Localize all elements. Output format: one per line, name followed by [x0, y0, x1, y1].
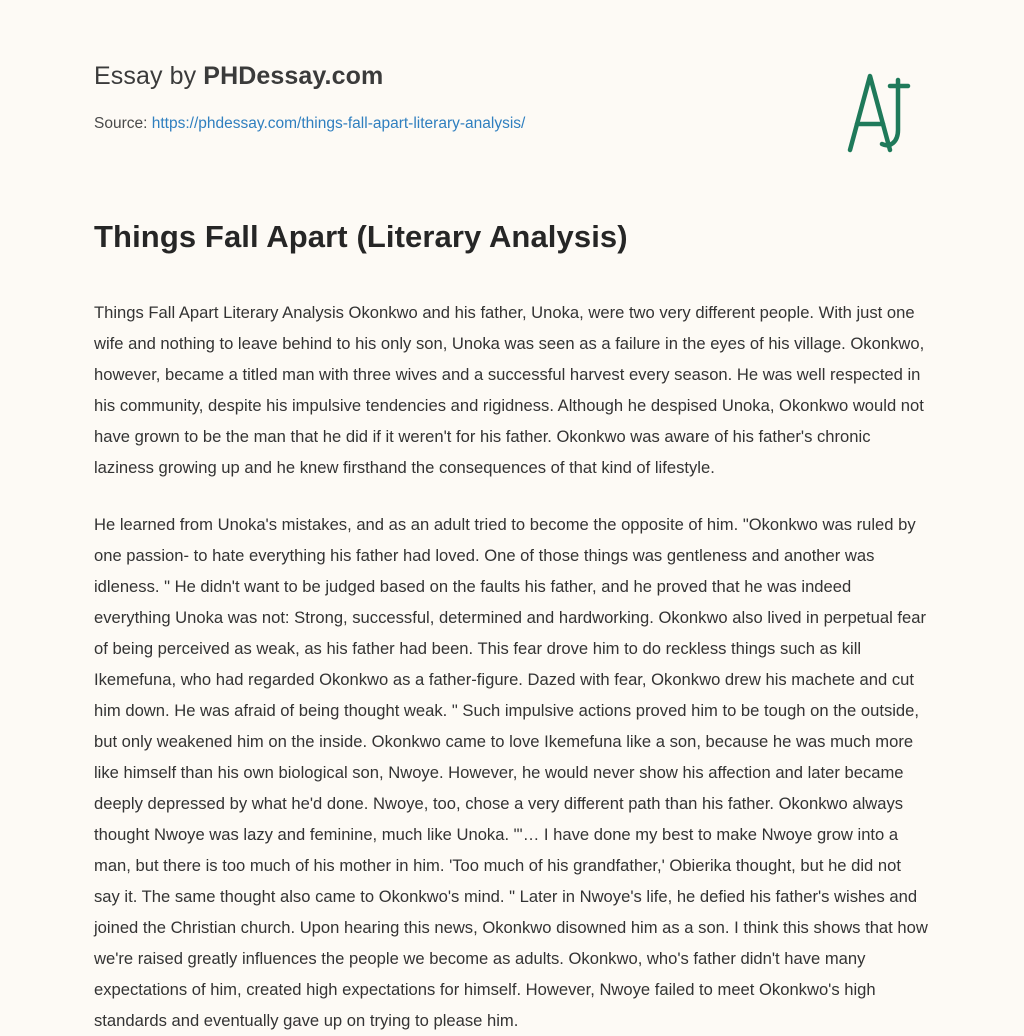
brand-site-label: PHDessay.com — [203, 62, 384, 90]
phdessay-monogram-icon — [810, 60, 930, 160]
article-paragraph: Things Fall Apart Literary Analysis Okonkwo and his father, Unoka, were two very different people. With just one wife and nothing to leave behind to his only son, Unoka was seen as a failure in the eyes of his village. Okonkwo, however, became a titled man with three wives and a successful harvest every season. He was well respected in his community, despite his impulsive tendencies and rigidness. Although he despised Unoka, Okonkwo would not have grown to be the man that he did if it weren't for his father. Okonkwo was aware of his father's chronic laziness growing up and he knew firsthand the consequences of that kind of lifestyle. — [94, 303, 925, 477]
page-header — [94, 0, 930, 133]
source-line — [94, 115, 930, 133]
brand-essay-label: Essay — [94, 62, 163, 90]
brand-by-label: by — [162, 62, 204, 90]
source-url-link[interactable]: https://phdessay.com/things-fall-apart-literary-analysis/ — [151, 115, 526, 132]
page-title: Things Fall Apart (Literary Analysis) — [94, 219, 628, 254]
source-label: Source: — [94, 115, 152, 132]
article-body — [94, 297, 930, 1036]
brand-title — [94, 62, 930, 91]
article-paragraph: He learned from Unoka's mistakes, and as an adult tried to become the opposite of him. "Okonkwo was ruled by one passion- to hate everything his father had loved. One of those things was gentleness and another was idleness. " He didn't want to be judged based on the faults his father, and he proved that he was indeed everything Unoka was not: Strong, successful, determined and hardworking. Okonkwo also lived in perpetual fear of being perceived as weak, as his father had been. This fear drove him to do reckless things such as kill Ikemefuna, who had regarded Okonkwo as a father-figure. Dazed with fear, Okonkwo drew his machete and cut him down. He was afraid of being thought weak. " Such impulsive actions proved him to be tough on the outside, but only weakened him on the inside. Okonkwo came to love Ikemefuna like a son, because he was much more like himself than his own biological son, Nwoye. However, he would never show his affection and later became deeply depressed by what he'd done. Nwoye, too, chose a very different path than his father. Okonkwo always thought Nwoye was lazy and feminine, much like Unoka. "'… I have done my best to make Nwoye grow into a man, but there is too much of his mother in him. 'Too much of his grandfather,' Obierika thought, but he did not say it. The same thought also came to Okonkwo's mind. " Later in Nwoye's life, he defied his father's wishes and joined the Christian church. Upon hearing this news, Okonkwo disowned him as a son. I think this shows that how we're raised greatly influences the people we become as adults. Okonkwo, who's father didn't have many expectations of him, created high expectations for himself. However, Nwoye failed to meet Okonkwo's high standards and eventually gave up on trying to please him. — [94, 515, 928, 1030]
